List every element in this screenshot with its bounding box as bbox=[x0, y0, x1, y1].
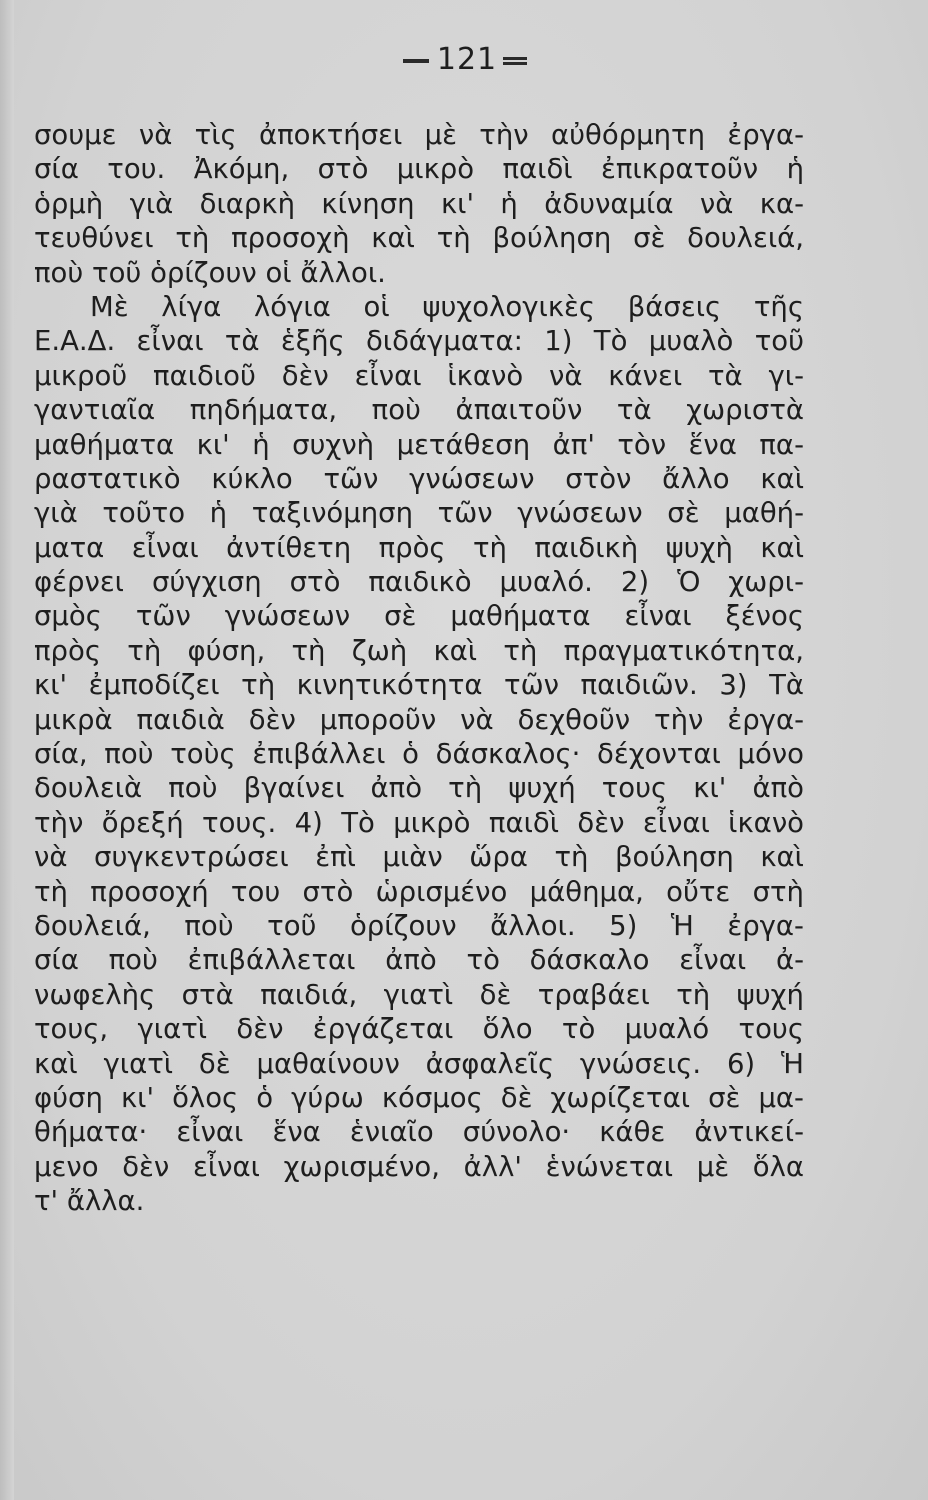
text-line: τ' ἄλλα. bbox=[34, 1185, 145, 1218]
text-line: μαθήματα κι' ἡ συχνὴ μετάθεση ἀπ' τὸν ἕνα πα- bbox=[34, 428, 804, 461]
page-header bbox=[0, 42, 928, 77]
page-number: 121 bbox=[436, 42, 498, 77]
text-line: ποὺ τοῦ ὁρίζουν οἱ ἄλλοι. bbox=[34, 256, 386, 289]
text-line: σία, ποὺ τοὺς ἐπιβάλλει ὁ δάσκαλος· δέχονται μόνο bbox=[34, 738, 804, 771]
text-line: νὰ συγκεντρώσει ἐπὶ μιὰν ὥρα τὴ βούληση καὶ bbox=[34, 841, 804, 874]
text-line: θήματα· εἶναι ἕνα ἑνιαῖο σύνολο· κάθε ἀντικεί- bbox=[34, 1116, 804, 1149]
text-line: τὴν ὄρεξή τους. 4) Τὸ μικρὸ παιδὶ δὲν εἶναι ἱκανὸ bbox=[34, 806, 804, 839]
text-line: γιὰ τοῦτο ἡ ταξινόμηση τῶν γνώσεων σὲ μαθή- bbox=[34, 497, 804, 530]
text-line: τους, γιατὶ δὲν ἐργάζεται ὅλο τὸ μυαλό τους bbox=[34, 1013, 804, 1046]
text-line: μενο δὲν εἶναι χωρισμένο, ἀλλ' ἑνώνεται μὲ ὅλα bbox=[34, 1150, 804, 1183]
text-line: ματα εἶναι ἀντίθετη πρὸς τὴ παιδικὴ ψυχὴ καὶ bbox=[34, 531, 804, 564]
page-binding-edge bbox=[0, 0, 14, 1500]
text-line: μικροῦ παιδιοῦ δὲν εἶναι ἱκανὸ νὰ κάνει τὰ γι- bbox=[34, 359, 804, 392]
text-line: Ε.Α.Δ. εἶναι τὰ ἑξῆς διδάγματα: 1) Τὸ μυαλὸ τοῦ bbox=[34, 325, 804, 358]
text-line: τευθύνει τὴ προσοχὴ καὶ τὴ βούληση σὲ δουλειά, bbox=[34, 222, 804, 255]
header-double-dash bbox=[503, 57, 527, 65]
text-line: σία ποὺ ἐπιβάλλεται ἀπὸ τὸ δάσκαλο εἶναι ἀ- bbox=[34, 944, 804, 977]
text-line: Μὲ λίγα λόγια οἱ ψυχολογικὲς βάσεις τῆς bbox=[90, 290, 804, 323]
text-line: γαντιαῖα πηδήματα, ποὺ ἀπαιτοῦν τὰ χωριστὰ bbox=[34, 394, 804, 427]
text-line: τὴ προσοχή του στὸ ὡρισμένο μάθημα, οὔτε στὴ bbox=[34, 875, 804, 908]
text-line: φέρνει σύγχιση στὸ παιδικὸ μυαλό. 2) Ὁ χωρι- bbox=[34, 566, 804, 599]
text-line: καὶ γιατὶ δὲ μαθαίνουν ἀσφαλεῖς γνώσεις. 6) Ἡ bbox=[34, 1047, 804, 1080]
text-line: φύση κι' ὅλος ὁ γύρω κόσμος δὲ χωρίζεται σὲ μα- bbox=[34, 1081, 804, 1114]
text-line: σία του. Ἀκόμη, στὸ μικρὸ παιδὶ ἐπικρατοῦν ἡ bbox=[34, 153, 804, 186]
text-line: ραστατικὸ κύκλο τῶν γνώσεων στὸν ἄλλο καὶ bbox=[34, 462, 804, 495]
text-line: σουμε νὰ τὶς ἀποκτήσει μὲ τὴν αὐθόρμητη ἐργα- bbox=[34, 119, 804, 151]
body-text bbox=[34, 118, 804, 1219]
text-line: μικρὰ παιδιὰ δὲν μποροῦν νὰ δεχθοῦν τὴν ἐργα- bbox=[34, 703, 804, 736]
header-dash bbox=[403, 59, 429, 63]
text-line: ὁρμὴ γιὰ διαρκὴ κίνηση κι' ἡ ἀδυναμία νὰ κα- bbox=[34, 187, 804, 220]
text-line: δουλειὰ ποὺ βγαίνει ἀπὸ τὴ ψυχή τους κι' ἀπὸ bbox=[34, 772, 804, 805]
text-line: δουλειά, ποὺ τοῦ ὁρίζουν ἄλλοι. 5) Ἡ ἐργα- bbox=[34, 909, 804, 942]
text-line: πρὸς τὴ φύση, τὴ ζωὴ καὶ τὴ πραγματικότητα, bbox=[34, 634, 804, 667]
text-line: νωφελὴς στὰ παιδιά, γιατὶ δὲ τραβάει τὴ ψυχή bbox=[34, 978, 804, 1011]
text-line: σμὸς τῶν γνώσεων σὲ μαθήματα εἶναι ξένος bbox=[34, 600, 804, 633]
text-line: κι' ἐμποδίζει τὴ κινητικότητα τῶν παιδιῶν. 3) Τὰ bbox=[34, 669, 804, 702]
